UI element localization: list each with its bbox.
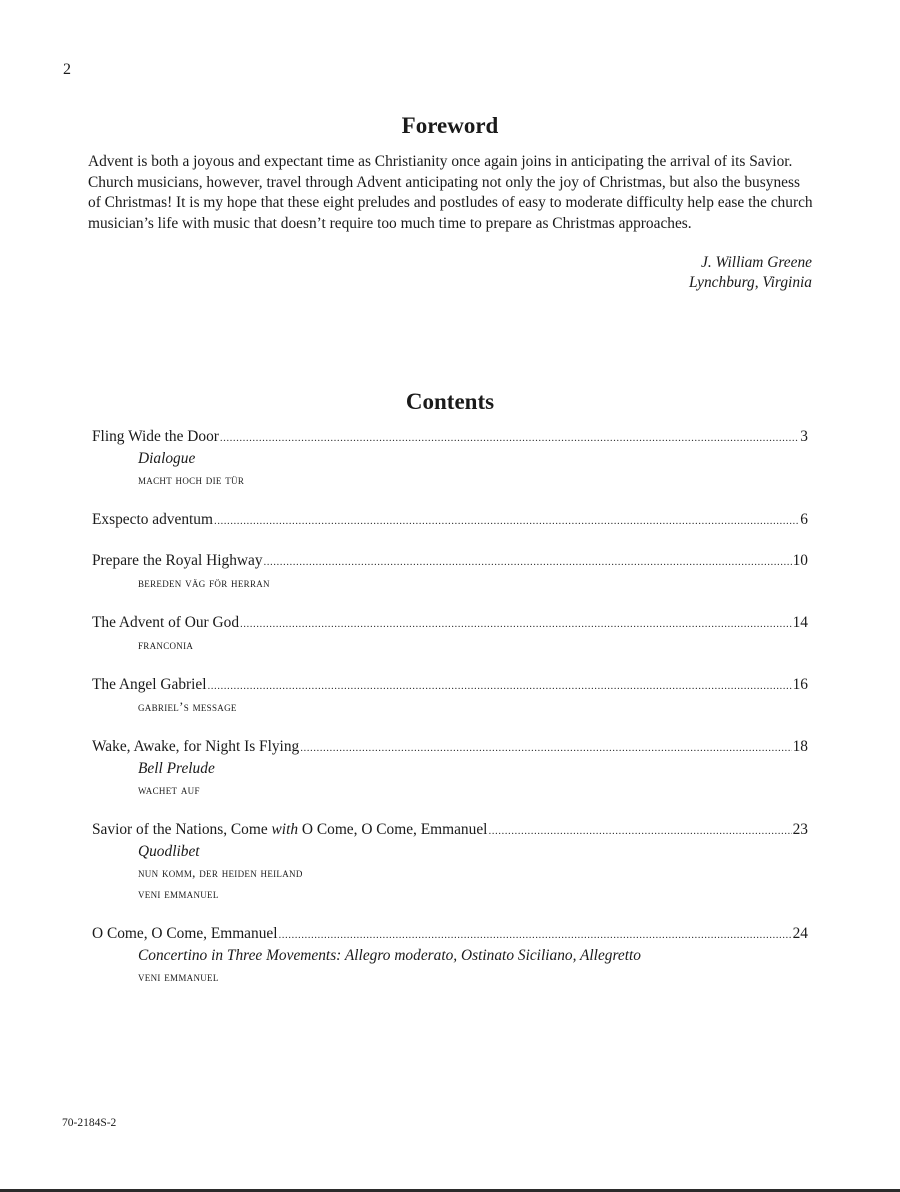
- dot-leader: [488, 821, 791, 841]
- toc-entry-tune: gabriel’s message: [138, 699, 237, 714]
- toc-entry-title: Prepare the Royal Highway: [92, 552, 263, 569]
- toc-entry-page: 3: [800, 428, 808, 445]
- toc-entry-title: Fling Wide the Door: [92, 428, 219, 445]
- toc-entry-subtitle: Concertino in Three Movements: Allegro moderato, Ostinato Siciliano, Allegretto: [138, 947, 641, 964]
- toc-entry-page: 24: [792, 925, 808, 942]
- signature-place: Lynchburg, Virginia: [689, 274, 812, 291]
- toc-entry: [92, 613, 808, 655]
- toc-entry: [92, 737, 808, 800]
- toc-entry-title: Exspecto adventum: [92, 511, 213, 528]
- toc-entry-page: 10: [792, 552, 808, 569]
- toc-entry: [92, 427, 808, 490]
- footer-code: 70-2184S-2: [62, 1117, 117, 1129]
- toc-entry: [92, 510, 808, 531]
- foreword-heading: Foreword: [401, 113, 499, 138]
- toc-entry-title: The Advent of Our God: [92, 614, 240, 631]
- toc-entry-subtitle: Dialogue: [138, 450, 196, 467]
- toc-entry-subtitle: Bell Prelude: [138, 760, 215, 777]
- toc-entry-tune: veni emmanuel: [138, 969, 219, 984]
- toc-entry-page: 18: [792, 738, 808, 755]
- toc-entry-page: 23: [792, 821, 808, 838]
- toc-entry-page: 16: [792, 676, 808, 693]
- toc-entry-subtitle: Quodlibet: [138, 843, 200, 860]
- dot-leader: [300, 738, 791, 758]
- toc-entry-page: 14: [792, 614, 808, 631]
- toc-entry-tune: nun komm, der heiden heiland: [138, 865, 303, 880]
- dot-leader: [264, 552, 792, 572]
- dot-leader: [279, 925, 792, 945]
- toc-entry-title: [92, 820, 487, 840]
- toc-entry-title: The Angel Gabriel: [92, 676, 207, 693]
- toc-entry-title: O Come, O Come, Emmanuel: [92, 925, 278, 942]
- toc-entry: [92, 924, 808, 987]
- dot-leader: [240, 614, 792, 634]
- toc-entry: [92, 551, 808, 593]
- foreword-body: Advent is both a joyous and expectant time as Christianity once again joins in anticipating the arrival of its Savior. Church musicians, however, travel through Advent anticipating not only the joy of Christmas, but also the busyness of Christmas! It is my hope that these eight preludes and postludes of easy to moderate difficulty help ease the church musician’s life with music that doesn’t require too much time to prepare as Christmas approaches.: [88, 153, 813, 232]
- toc-entry-tune: franconia: [138, 637, 194, 652]
- toc-entry-tune: bereden väg för herran: [138, 575, 270, 590]
- toc-entry: [92, 820, 808, 904]
- toc-entry-page: 6: [800, 511, 808, 528]
- dot-leader: [220, 428, 799, 448]
- toc-entry-title: Wake, Awake, for Night Is Flying: [92, 738, 300, 755]
- toc-entry-title-part: O Come, O Come, Emmanuel: [298, 821, 488, 838]
- toc-entry-title-with: with: [271, 821, 299, 838]
- toc-entry-title-part: Savior of the Nations, Come: [92, 821, 272, 838]
- page-number: 2: [63, 61, 71, 78]
- toc-entry-tune: macht hoch die tür: [138, 472, 245, 487]
- table-of-contents: [92, 427, 808, 1007]
- toc-entry-tune: veni emmanuel: [138, 886, 219, 901]
- dot-leader: [214, 511, 799, 531]
- signature-name: J. William Greene: [701, 254, 812, 271]
- contents-heading: Contents: [405, 389, 495, 414]
- toc-entry: [92, 675, 808, 717]
- dot-leader: [208, 676, 792, 696]
- toc-entry-tune: wachet auf: [138, 782, 200, 797]
